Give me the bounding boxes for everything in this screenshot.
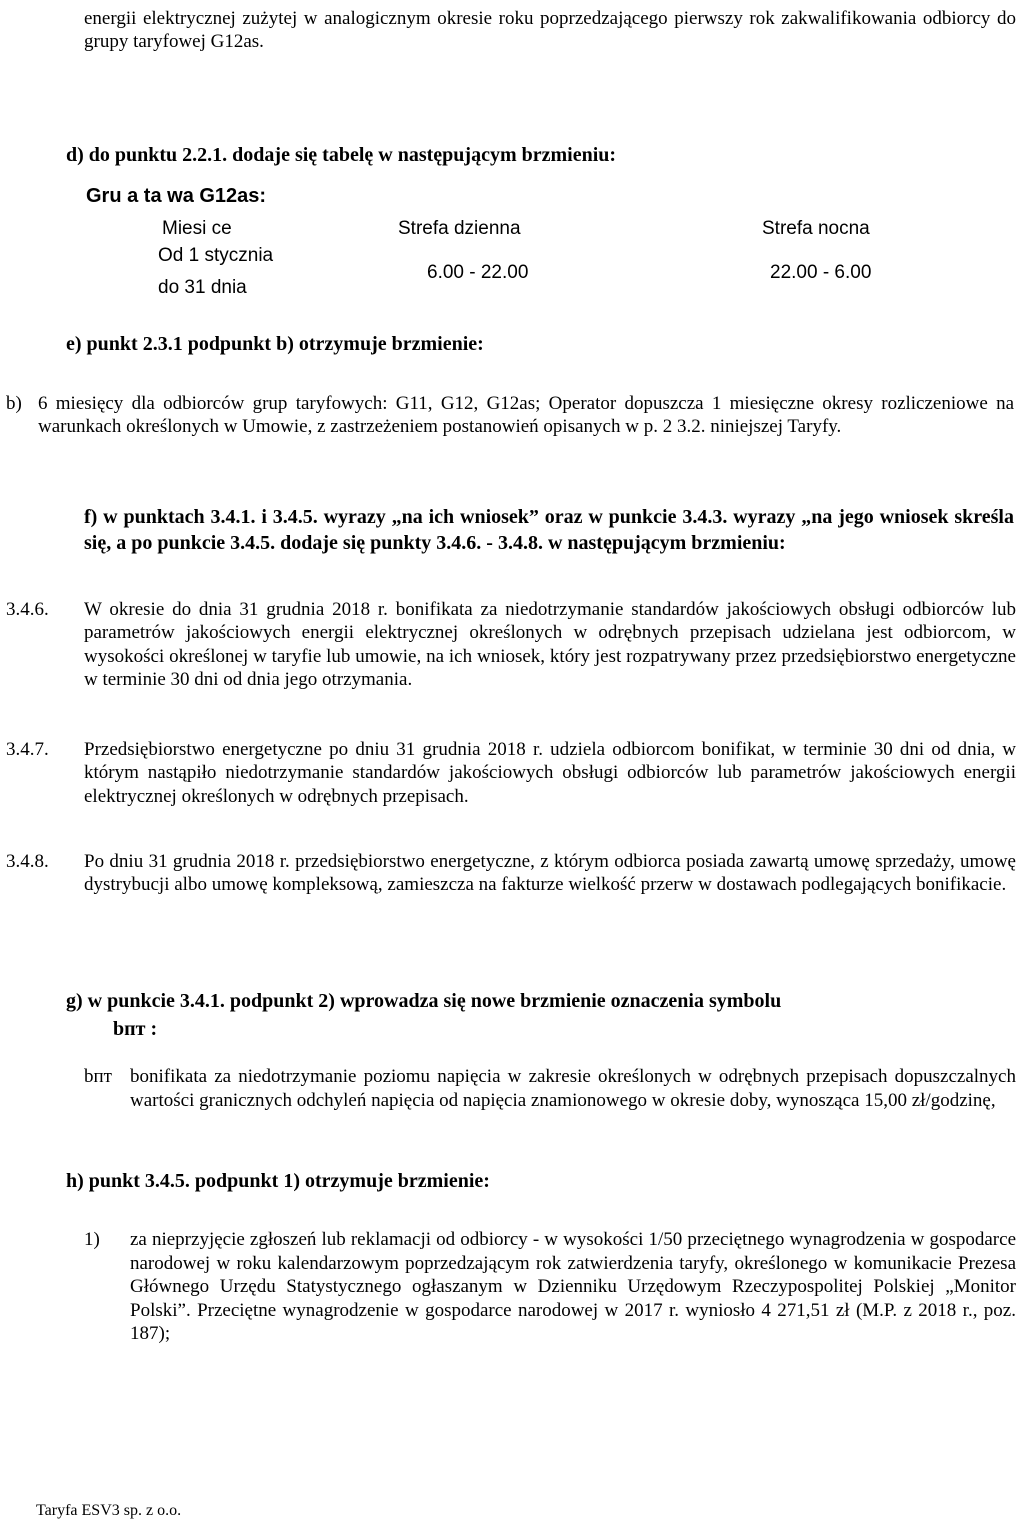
section-f-heading: f) w punktach 3.4.1. i 3.4.5. wyrazy „na ich wniosek” oraz w punkcie 3.4.3. wyrazy „na jego wniosek skreśla się, a po punkcie 3.4.5. dodaje się punkty 3.4.6. - 3.4.8. w następującym brzmieniu: (84, 506, 1014, 554)
section-e-item-text: 6 miesięcy dla odbiorców grup taryfowych: G11, G12, G12as; Operator dopuszcza 1 miesięczne okresy rozliczeniowe na warunkach określonych w Umowie, z zastrzeżeniem postanowień opisanych w p. 2 3.2. niniejszej Taryfy. (38, 393, 1014, 437)
table-cell-night-hours: 22.00 - 6.00 (770, 262, 872, 283)
page-footer: Taryfa ESV3 sp. z o.o. (36, 1502, 182, 1519)
point-3-4-6-text: W okresie do dnia 31 grudnia 2018 r. bonifikata za niedotrzymanie standardów jakościowych obsługi odbiorców lub parametrów jakościowych energii elektrycznej określonych w odrębnych przepisach udzielana jest odbiorcom, w wysokości określonej w taryfie lub umowie, na ich wniosek, który jest rozpatrywany przez przedsiębiorstwo energetyczne w terminie 30 dni od dnia jego otrzymania. (84, 599, 1016, 691)
symbol-brt-definition: bonifikata za niedotrzymanie poziomu napięcia w zakresie określonych w odrębnych przepisach dopuszczalnych wartości granicznych odchyleń napięcia od napięcia znamionowego w okresie doby, wynosząca 15,00 zł/godzinę, (130, 1066, 1016, 1111)
section-h-item-label: 1) (84, 1229, 100, 1250)
section-g-heading-line1: g) w punkcie 3.4.1. podpunkt 2) wprowadza się nowe brzmienie oznaczenia symbolu (66, 990, 782, 1012)
section-h-item-text: za nieprzyjęcie zgłoszeń lub reklamacji od odbiorcy - w wysokości 1/50 przeciętnego wynagrodzenia w gospodarce narodowej w roku kalendarzowym poprzedzającym rok zatwierdzenia taryfy, określonego w komunikacie Prezesa Głównego Urzędu Statystycznego ogłaszanym w Dzienniku Urzędowym Rzeczypospolitej Polskiej „Monitor Polski”. Przeciętne wynagrodzenie w gospodarce narodowej w 2017 r. wyniosło 4 271,51 zł (M.P. z 2018 r., poz. 187); (130, 1229, 1016, 1344)
point-3-4-7-number: 3.4.7. (6, 739, 49, 760)
section-g-heading-line2: bпт : (113, 1018, 158, 1040)
table-cell-month-from: Od 1 stycznia (158, 245, 274, 266)
point-3-4-8-number: 3.4.8. (6, 851, 49, 872)
symbol-brt: bпт (84, 1066, 112, 1087)
table-header-month: Miesi ce (162, 218, 232, 239)
section-e-heading: e) punkt 2.3.1 podpunkt b) otrzymuje brzmienie: (66, 333, 484, 355)
point-3-4-8-text: Po dniu 31 grudnia 2018 r. przedsiębiorstwo energetyczne, z którym odbiorca posiada zawartą umowę sprzedaży, umowę dystrybucji albo umowę kompleksową, zamieszcza na fakturze wielkość przerw w dostawach podlegających bonifikacie. (84, 851, 1016, 896)
section-d-heading: d) do punktu 2.2.1. dodaje się tabelę w następującym brzmieniu: (66, 144, 617, 166)
table-cell-day-hours: 6.00 - 22.00 (427, 262, 529, 283)
section-h-heading: h) punkt 3.4.5. podpunkt 1) otrzymuje brzmienie: (66, 1170, 490, 1192)
intro-paragraph: energii elektrycznej zużytej w analogicznym okresie roku poprzedzającego pierwszy rok zakwalifikowania odbiorcy do grupy taryfowej G12as. (84, 8, 1016, 52)
point-3-4-7-text: Przedsiębiorstwo energetyczne po dniu 31 grudnia 2018 r. udziela odbiorcom bonifikat, w terminie 30 dni od dnia, w którym nastąpiło niedotrzymanie standardów jakościowych obsługi odbiorców lub parametrów jakościowych energii elektrycznej określonych w odrębnych przepisach. (84, 739, 1016, 807)
section-e-item-label: b) (6, 393, 22, 414)
table-group-label: Gru a ta wa G12as: (86, 185, 267, 207)
table-header-day-zone: Strefa dzienna (398, 218, 521, 239)
point-3-4-6-number: 3.4.6. (6, 599, 49, 620)
table-header-night-zone: Strefa nocna (762, 218, 870, 239)
table-cell-month-to: do 31 dnia (158, 277, 247, 298)
